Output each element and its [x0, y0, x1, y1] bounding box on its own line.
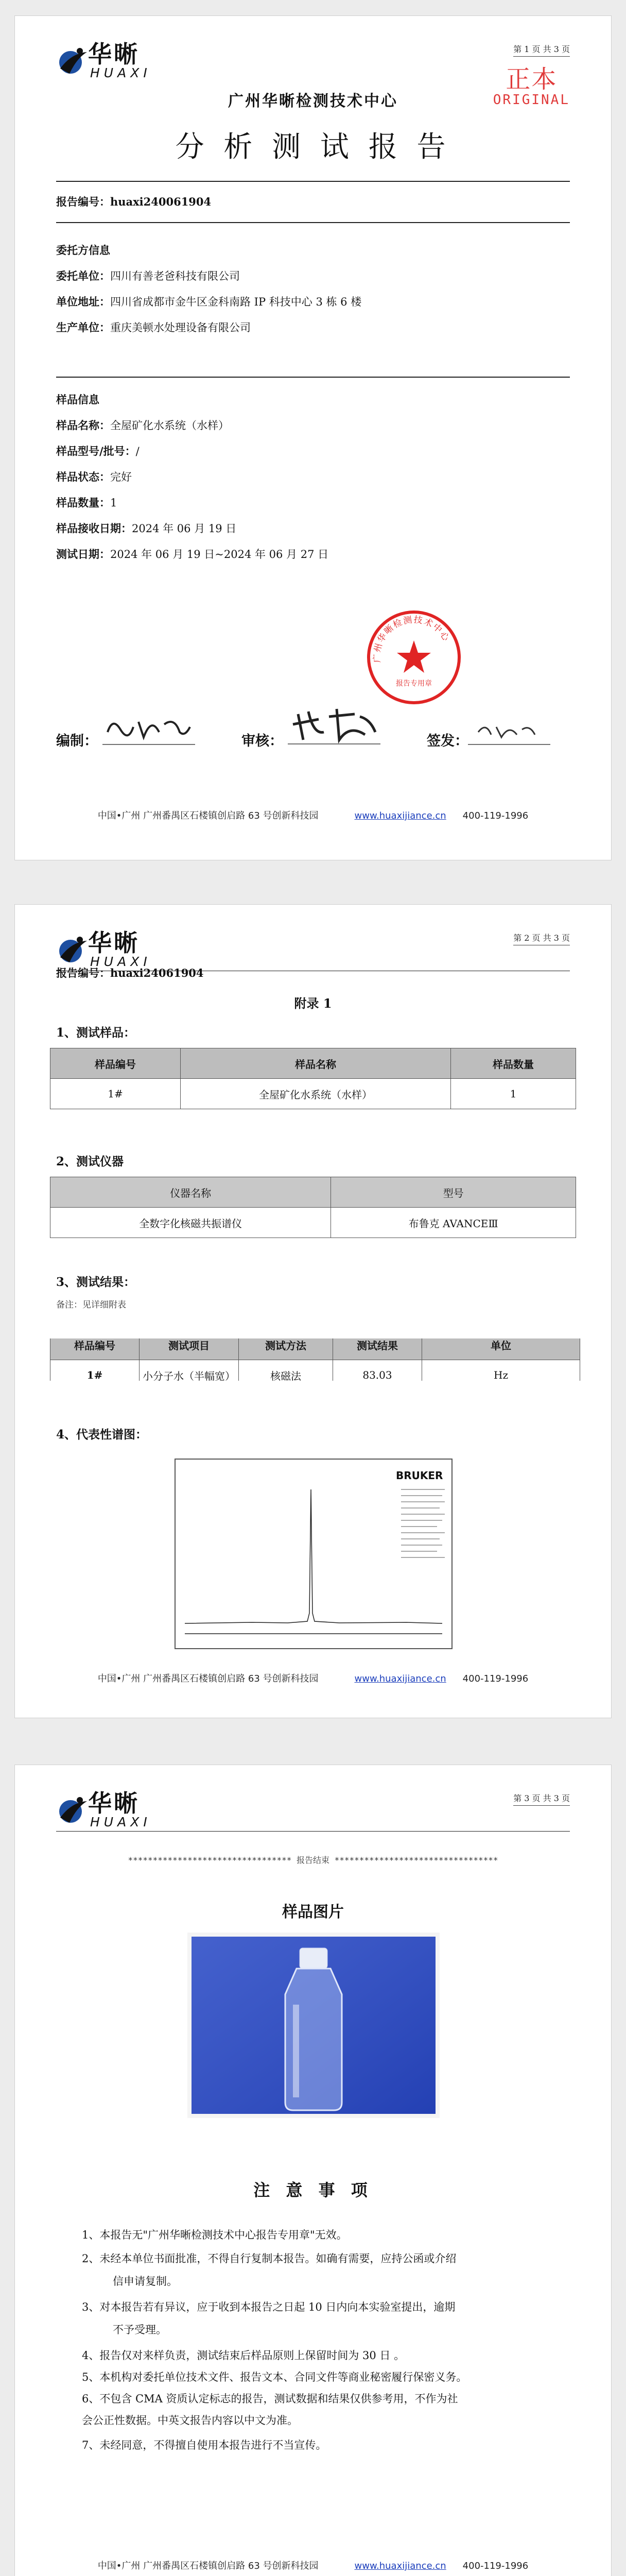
footer-address: 中国•广州 广州番禺区石楼镇创启路 63 号创新科技园: [97, 2561, 319, 2571]
reviewer-label: 审核：: [241, 733, 283, 749]
sample-info: [56, 387, 570, 567]
report-page-1: [14, 15, 612, 860]
table-header: 样品数量: [451, 1048, 576, 1079]
appendix-title: 附录 1: [294, 996, 332, 1011]
notice-item: 1、本报告无"广州华晰检测技术中心报告专用章"无效。: [82, 2229, 347, 2241]
section-4-title: 4、代表性谱图：: [56, 1428, 148, 1442]
section-1-title: 1、测试样品：: [56, 1026, 136, 1040]
table-header: 测试结果: [333, 1338, 422, 1360]
report-end-line: ********************************* 报告结束 *********************************: [128, 1855, 498, 1865]
page-number: 第 2 页 共 3 页: [513, 931, 570, 945]
section-3-title: 3、测试结果：: [56, 1275, 136, 1289]
bruker-logo-text: BRUKER: [396, 1469, 443, 1482]
original-stamp-cn: 正本: [506, 65, 558, 94]
section-2-title: 2、测试仪器: [56, 1155, 124, 1168]
logo-cn-text: 华晰: [88, 929, 140, 957]
logo-cn-text: 华晰: [88, 40, 140, 68]
logo-mark-icon: [56, 43, 90, 77]
client-row: 生产单位：重庆美顿水处理设备有限公司: [56, 321, 251, 334]
page-number: 第 1 页 共 3 页: [513, 43, 570, 57]
table-header: 型号: [331, 1177, 576, 1208]
client-row: 委托单位：四川有善老爸科技有限公司: [56, 269, 240, 282]
footer-website-link[interactable]: www.huaxijiance.cn: [354, 1673, 446, 1684]
report-page-3: [14, 1765, 612, 2576]
report-page-2: [14, 904, 612, 1718]
huaxi-logo: [56, 36, 164, 82]
notice-item: 不予受理。: [113, 2324, 167, 2336]
approver-signature: [468, 711, 550, 748]
results-table: [50, 1338, 580, 1381]
results-note: 备注：见详细附表: [56, 1300, 126, 1310]
editor-signature: [102, 706, 195, 748]
notice-item: 7、未经同意，不得擅自使用本报告进行不当宣传。: [82, 2439, 327, 2451]
footer: [15, 1671, 611, 1685]
table-row: 1# 小分子水（半幅宽） 核磁法 83.03 Hz: [50, 1360, 580, 1381]
report-title: 分 析 测 试 报 告: [175, 130, 451, 164]
client-info: [56, 238, 570, 341]
report-number: 报告编号：huaxi240061904: [56, 195, 212, 208]
table-header: 样品名称: [181, 1048, 451, 1079]
instrument-table: [50, 1177, 576, 1238]
report-number: 报告编号：huaxi24061904: [56, 967, 204, 979]
footer: [15, 808, 611, 822]
editor-label: 编制：: [56, 733, 98, 749]
notice-title: 注 意 事 项: [253, 2180, 373, 2200]
reviewer-signature: [288, 704, 380, 748]
footer-address: 中国•广州 广州番禺区石楼镇创启路 63 号创新科技园: [97, 810, 319, 821]
notice-item: 5、本机构对委托单位技术文件、报告文本、合同文件等商业秘密履行保密义务。: [82, 2371, 467, 2383]
notice-item: 信申请复制。: [113, 2275, 178, 2287]
sample-row: 样品名称：全屋矿化水系统（水样）: [56, 419, 229, 432]
center-name: 广州华晰检测技术中心: [228, 92, 398, 110]
table-header: 单位: [422, 1338, 580, 1360]
original-stamp-en: ORIGINAL: [493, 92, 570, 108]
results-table-wrap: [50, 1338, 580, 1381]
footer-website-link[interactable]: www.huaxijiance.cn: [354, 2561, 446, 2571]
table-header: 样品编号: [50, 1338, 140, 1360]
sample-heading: 样品信息: [56, 393, 99, 406]
sample-photo-title: 样品图片: [282, 1903, 344, 1921]
table-row: 1# 全屋矿化水系统（水样） 1: [50, 1079, 576, 1109]
seal-sub-text: 报告专用章: [396, 680, 432, 688]
table-row: 全数字化核磁共振谱仪 布鲁克 AVANCEⅢ: [50, 1208, 576, 1238]
table-header: 测试方法: [239, 1338, 333, 1360]
logo-cn-text: 华晰: [88, 1789, 140, 1817]
notice-item: 6、不包含 CMA 资质认定标志的报告，测试数据和结果仅供参考用，不作为社: [82, 2393, 458, 2405]
footer: [15, 2558, 611, 2572]
seal-text: 广州华晰检测技术中心: [372, 615, 452, 663]
page-number: 第 3 页 共 3 页: [513, 1792, 570, 1806]
sample-table: [50, 1048, 576, 1109]
notice-item: 2、未经本单位书面批准，不得自行复制本报告。如确有需要，应持公函或介绍: [82, 2252, 457, 2265]
footer-phone: 400-119-1996: [462, 2561, 529, 2571]
table-header: 测试项目: [140, 1338, 239, 1360]
sample-row: 样品状态：完好: [56, 470, 132, 483]
notice-item: 会公正性数据。中英文报告内容以中文为准。: [82, 2414, 298, 2427]
logo-mark-icon: [56, 1792, 90, 1826]
logo-en-text: HUAXI: [90, 954, 151, 969]
logo-en-text: HUAXI: [90, 1815, 151, 1829]
sample-photo: [187, 1933, 440, 2118]
sample-row: 样品型号/批号：/: [56, 445, 140, 457]
notice-item: 4、报告仅对来样负责，测试结束后样品原则上保留时间为 30 日 。: [82, 2349, 405, 2362]
approver-label: 签发：: [427, 733, 468, 749]
footer-website-link[interactable]: www.huaxijiance.cn: [354, 810, 446, 821]
client-row: 单位地址：四川省成都市金牛区金科南路 IP 科技中心 3 栋 6 楼: [56, 295, 362, 308]
sample-row: 样品数量：1: [56, 496, 117, 509]
huaxi-logo: [56, 1785, 164, 1831]
footer-address: 中国•广州 广州番禺区石楼镇创启路 63 号创新科技园: [97, 1673, 319, 1684]
footer-phone: 400-119-1996: [462, 1673, 529, 1684]
notice-item: 3、对本报告若有异议，应于收到本报告之日起 10 日内向本实验室提出，逾期: [82, 2301, 456, 2313]
sample-row: 测试日期：2024 年 06 月 19 日~2024 年 06 月 27 日: [56, 548, 329, 561]
footer-phone: 400-119-1996: [462, 810, 529, 821]
logo-en-text: HUAXI: [90, 65, 151, 80]
sample-row: 样品接收日期：2024 年 06 月 19 日: [56, 522, 237, 535]
table-header: 仪器名称: [50, 1177, 331, 1208]
client-heading: 委托方信息: [56, 244, 110, 257]
table-header: 样品编号: [50, 1048, 181, 1079]
official-seal: [365, 608, 463, 706]
report-number-value: huaxi240061904: [110, 195, 212, 208]
nmr-spectrum: [175, 1459, 453, 1649]
